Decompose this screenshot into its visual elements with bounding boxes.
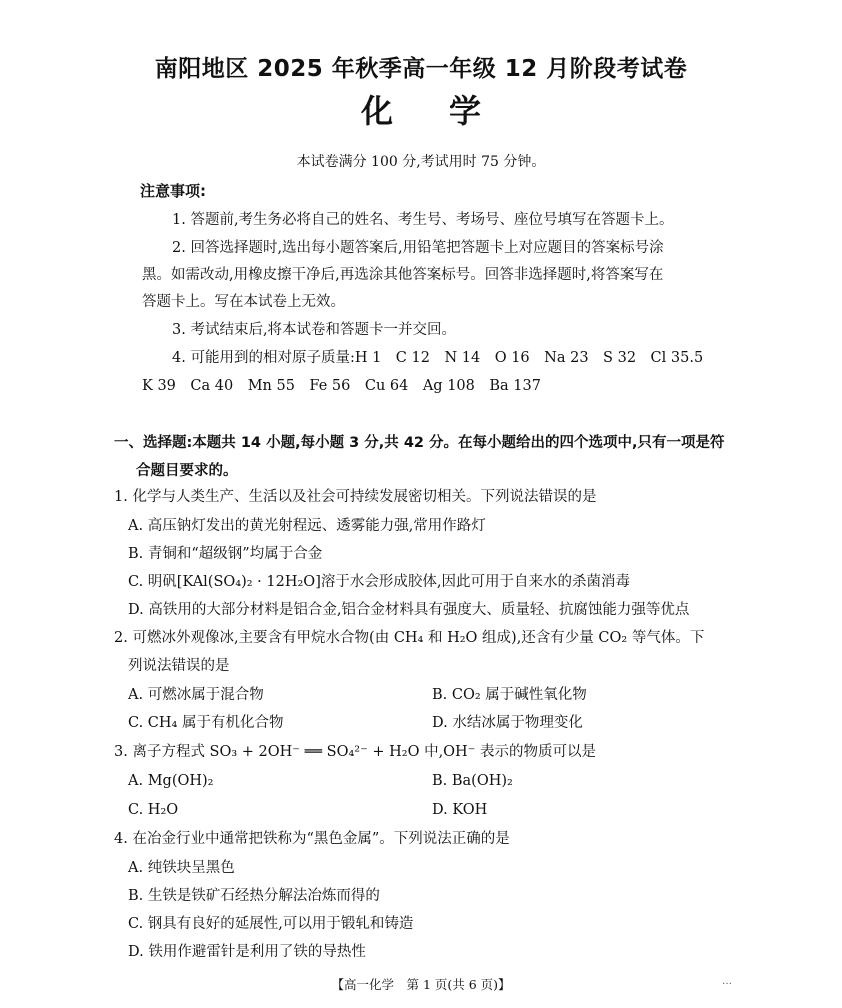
- notice-item: 2. 回答选择题时,选出每小题答案后,用铅笔把答题卡上对应题目的答案标号涂: [172, 240, 664, 256]
- question-2-option-a: A. 可燃冰属于混合物: [128, 687, 264, 703]
- question-3-option-a: A. Mg(OH)₂: [128, 773, 214, 789]
- notice-item: 3. 考试结束后,将本试卷和答题卡一并交回。: [172, 322, 457, 338]
- corner-mark: …: [722, 976, 732, 987]
- question-4-option-d: D. 铁用作避雷针是利用了铁的导热性: [128, 944, 366, 960]
- page-footer: 【高一化学 第 1 页(共 6 页)】: [331, 977, 511, 992]
- question-2-stem: 2. 可燃冰外观像冰,主要含有甲烷水合物(由 CH₄ 和 H₂O 组成),还含有少量 CO₂ 等气体。下: [114, 630, 705, 646]
- question-1-stem: 1. 化学与人类生产、生活以及社会可持续发展密切相关。下列说法错误的是: [114, 489, 597, 505]
- subject-title: 化学: [360, 92, 537, 130]
- question-2-stem-cont: 列说法错误的是: [128, 658, 230, 674]
- question-2-option-c: C. CH₄ 属于有机化合物: [128, 715, 284, 731]
- section-heading: 一、选择题:本题共 14 小题,每小题 3 分,共 42 分。在每小题给出的四个选项中,只有一项是符: [114, 435, 725, 451]
- question-3-stem: 3. 离子方程式 SO₃ + 2OH⁻ ══ SO₄²⁻ + H₂O 中,OH⁻ 表示的物质可以是: [114, 744, 596, 760]
- question-1-option-c: C. 明矾[KAl(SO₄)₂ · 12H₂O]溶于水会形成胶体,因此可用于自来水的杀菌消毒: [128, 574, 630, 590]
- question-4-option-a: A. 纯铁块呈黑色: [128, 860, 235, 876]
- question-1-option-d: D. 高铁用的大部分材料是铝合金,铝合金材料具有强度大、质量轻、抗腐蚀能力强等优点: [128, 602, 690, 618]
- question-4-option-c: C. 钢具有良好的延展性,可以用于锻轧和铸造: [128, 916, 414, 932]
- question-4-stem: 4. 在冶金行业中通常把铁称为“黑色金属”。下列说法正确的是: [114, 831, 510, 847]
- notice-item: 1. 答题前,考生务必将自己的姓名、考生号、考场号、座位号填写在答题卡上。: [172, 212, 674, 228]
- question-3-option-c: C. H₂O: [128, 802, 179, 818]
- question-4-option-b: B. 生铁是铁矿石经热分解法冶炼而得的: [128, 888, 380, 904]
- section-heading-cont: 合题目要求的。: [136, 463, 238, 479]
- notice-item: 4. 可能用到的相对原子质量:H 1 C 12 N 14 O 16 Na 23 S 32 Cl 35.5: [172, 350, 704, 366]
- notice-item: 答题卡上。写在本试卷上无效。: [142, 294, 345, 310]
- question-2-option-d: D. 水结冰属于物理变化: [432, 715, 583, 731]
- question-1-option-b: B. 青铜和“超级钢”均属于合金: [128, 546, 323, 562]
- exam-title: 南阳地区 2025 年秋季高一年级 12 月阶段考试卷: [154, 56, 688, 82]
- question-2-option-b: B. CO₂ 属于碱性氧化物: [432, 687, 587, 703]
- exam-note: 本试卷满分 100 分,考试用时 75 分钟。: [296, 154, 546, 170]
- question-3-option-b: B. Ba(OH)₂: [432, 773, 513, 789]
- question-1-option-a: A. 高压钠灯发出的黄光射程远、透雾能力强,常用作路灯: [128, 518, 486, 534]
- question-3-option-d: D. KOH: [432, 802, 488, 818]
- notice-item: K 39 Ca 40 Mn 55 Fe 56 Cu 64 Ag 108 Ba 137: [142, 378, 541, 394]
- notices-heading: 注意事项:: [140, 182, 206, 200]
- notice-item: 黑。如需改动,用橡皮擦干净后,再选涂其他答案标号。回答非选择题时,将答案写在: [142, 267, 664, 283]
